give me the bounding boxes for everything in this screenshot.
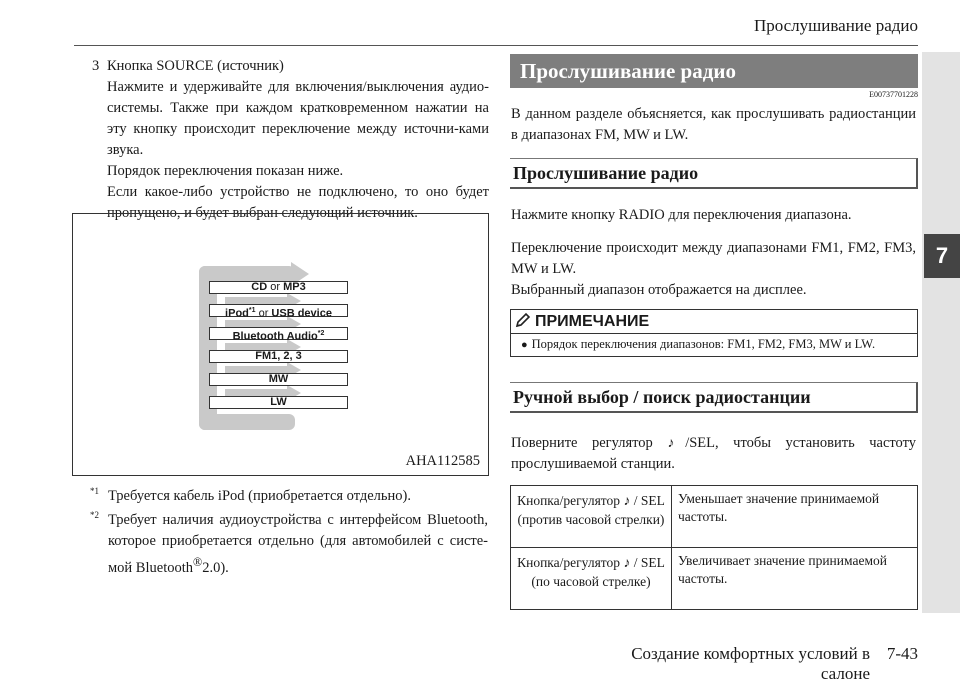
band-switch-text: Переключение происходит между диапазонами FM1, FM2, FM3, MW и LW. Выбранный диапазон отображается на дисплее. <box>511 240 916 298</box>
footnote-mark: *1 <box>90 486 99 496</box>
music-note-icon: ♪ <box>667 436 686 451</box>
item-title: Кнопка SOURCE (источник) <box>107 58 284 74</box>
note-header: ПРИМЕЧАНИЕ <box>511 310 917 334</box>
table-row <box>511 486 918 548</box>
music-note-icon: ♪ <box>623 556 631 571</box>
side-strip <box>922 52 960 613</box>
item-line: Если какое-либо устройство не подключено, то оно будет пропущено, и будет выбран следующий источник. <box>107 184 489 221</box>
item-line: Нажмите и удерживайте для включения/выключения аудио-системы. Также при каждом кратковременном нажатии на эту кнопку происходит переключение между источни-ками звука. <box>107 79 489 158</box>
cycle-arrow-graphic <box>73 214 490 477</box>
control-cell: Кнопка/регулятор ♪ / SEL (против часовой стрелки) <box>511 486 672 548</box>
item-line: Порядок переключения показан ниже. <box>107 163 344 179</box>
item-number: 3 <box>92 58 100 74</box>
source-label-fm: FM1, 2, 3 <box>209 350 348 363</box>
tune-instruction: Поверните регулятор ♪/SEL, чтобы установить частоту прослушиваемой станции. <box>511 435 916 472</box>
page-number: 7-43 <box>886 644 918 663</box>
running-header: Прослушивание радио <box>753 16 918 35</box>
header-rule <box>74 45 918 46</box>
source-label-bluetooth: Bluetooth Audio$^{*2}$ <box>209 327 348 340</box>
action-cell: Уменьшает значение принимаемой частоты. <box>672 486 918 548</box>
action-cell: Увеличивает значение принимаемой частоты. <box>672 548 918 610</box>
note-item: ● Порядок переключения диапазонов: FM1, FM2, FM3, MW и LW. <box>521 337 876 351</box>
section-heading-manual-tuning: Ручной выбор / поиск радиостанции <box>510 382 918 413</box>
source-label-lw: LW <box>209 396 348 409</box>
footnote-mark: *2 <box>90 510 99 520</box>
press-radio-text: Нажмите кнопку RADIO для переключения диапазона. <box>511 207 852 223</box>
footer-section: Создание комфортных условий в салоне <box>631 644 870 683</box>
item-body <box>107 56 489 224</box>
chapter-tab[interactable]: 7 <box>924 234 960 278</box>
music-note-icon: ♪ <box>623 494 631 509</box>
note-box <box>510 309 918 357</box>
bullet-icon: ● <box>521 339 528 351</box>
pencil-icon <box>511 310 535 333</box>
control-table <box>510 485 918 610</box>
document-code: E00737701228 <box>869 90 918 99</box>
source-order-figure <box>72 213 489 476</box>
figure-id: AHA112585 <box>405 453 480 469</box>
source-label-mw: MW <box>209 373 348 386</box>
section-banner: Прослушивание радио <box>510 54 918 88</box>
footnote-text: Требуется кабель iPod (приобретается отдельно). <box>108 488 411 504</box>
footnote-text: Требует наличия аудиоустройства с интерфейсом Bluetooth, которое приобретается отдельно (для автомобилей с систе-мой Bluetooth®2.0). <box>108 512 488 576</box>
intro-paragraph: В данном разделе объясняется, как прослушивать радиостанции в диапазонах FM, MW и LW. <box>511 106 916 143</box>
section-heading-listening: Прослушивание радио <box>510 158 918 189</box>
control-cell: Кнопка/регулятор ♪ / SEL (по часовой стрелке) <box>511 548 672 610</box>
source-label-ipod-usb: iPod$^{*1}$ or USB device <box>209 304 348 317</box>
table-row <box>511 548 918 610</box>
source-label-cd-mp3: CD or MP3 <box>209 281 348 294</box>
